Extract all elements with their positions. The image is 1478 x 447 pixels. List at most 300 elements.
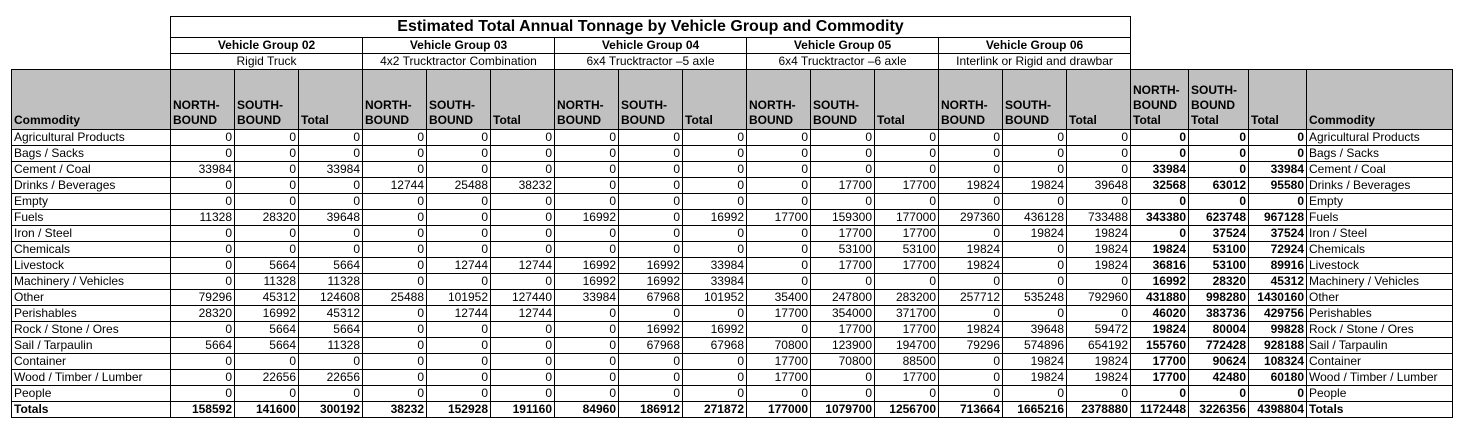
- tonnage-value: 0: [555, 242, 619, 258]
- tonnage-value: 2378880: [1067, 402, 1131, 418]
- tonnage-value: 3226356: [1189, 402, 1249, 418]
- tonnage-value: 177000: [747, 402, 811, 418]
- tonnage-value: 0: [1067, 306, 1131, 322]
- tonnage-value: 0: [747, 322, 811, 338]
- tonnage-value: 33984: [299, 162, 363, 178]
- tonnage-value: 0: [1249, 194, 1307, 210]
- tonnage-value: 19824: [1067, 242, 1131, 258]
- tonnage-value: 0: [619, 210, 683, 226]
- commodity-name-right: Livestock: [1307, 258, 1453, 274]
- vehicle-group-name: Vehicle Group 05: [747, 38, 939, 54]
- tonnage-value: 17700: [1131, 370, 1189, 386]
- tonnage-value: 5664: [235, 258, 299, 274]
- total-header: Total: [683, 70, 747, 130]
- table-row: [12, 354, 1453, 370]
- tonnage-value: 155760: [1131, 338, 1189, 354]
- tonnage-value: 0: [1003, 242, 1067, 258]
- tonnage-value: 177000: [875, 210, 939, 226]
- tonnage-value: 16992: [683, 322, 747, 338]
- tonnage-value: 0: [875, 274, 939, 290]
- vehicle-group-description: Interlink or Rigid and drawbar: [939, 54, 1131, 70]
- tonnage-value: 0: [1189, 130, 1249, 146]
- tonnage-value: 0: [683, 130, 747, 146]
- tonnage-value: 0: [619, 306, 683, 322]
- tonnage-value: 0: [491, 370, 555, 386]
- commodity-header: Commodity: [12, 70, 171, 130]
- tonnage-value: 191160: [491, 402, 555, 418]
- tonnage-value: 12744: [427, 258, 491, 274]
- table-row: [12, 386, 1453, 402]
- total-header: Total: [1067, 70, 1131, 130]
- commodity-name: Empty: [12, 194, 171, 210]
- totals-row: [12, 402, 1453, 418]
- tonnage-value: 0: [427, 274, 491, 290]
- tonnage-value: 45312: [1249, 274, 1307, 290]
- tonnage-value: 90624: [1189, 354, 1249, 370]
- tonnage-value: 0: [1067, 130, 1131, 146]
- tonnage-value: 0: [363, 242, 427, 258]
- tonnage-value: 1256700: [875, 402, 939, 418]
- table-row: [12, 210, 1453, 226]
- tonnage-value: 0: [1003, 386, 1067, 402]
- tonnage-value: 0: [619, 194, 683, 210]
- tonnage-value: 0: [1189, 162, 1249, 178]
- tonnage-value: 0: [1003, 274, 1067, 290]
- tonnage-value: 39648: [299, 210, 363, 226]
- table-row: [12, 338, 1453, 354]
- tonnage-value: 0: [171, 274, 235, 290]
- tonnage-value: 0: [1131, 194, 1189, 210]
- group-subtitle-row: [12, 54, 1453, 70]
- tonnage-value: 39648: [1067, 178, 1131, 194]
- tonnage-value: 0: [555, 194, 619, 210]
- tonnage-value: 84960: [555, 402, 619, 418]
- tonnage-value: 33984: [1249, 162, 1307, 178]
- tonnage-value: 0: [555, 354, 619, 370]
- tonnage-value: 0: [811, 386, 875, 402]
- tonnage-table: [11, 16, 1453, 418]
- tonnage-value: 0: [427, 130, 491, 146]
- tonnage-value: 0: [491, 338, 555, 354]
- tonnage-value: 0: [363, 210, 427, 226]
- northbound-header: NORTH-BOUND: [363, 70, 427, 130]
- tonnage-value: 0: [555, 130, 619, 146]
- commodity-name: Agricultural Products: [12, 130, 171, 146]
- tonnage-value: 17700: [875, 178, 939, 194]
- tonnage-value: 16992: [235, 306, 299, 322]
- tonnage-value: 79296: [939, 338, 1003, 354]
- tonnage-value: 0: [939, 274, 1003, 290]
- table-row: [12, 306, 1453, 322]
- tonnage-value: 53100: [811, 242, 875, 258]
- tonnage-value: 0: [1003, 258, 1067, 274]
- tonnage-value: 0: [299, 178, 363, 194]
- tonnage-value: 141600: [235, 402, 299, 418]
- tonnage-value: 0: [683, 178, 747, 194]
- tonnage-value: 12744: [491, 306, 555, 322]
- tonnage-value: 0: [1067, 162, 1131, 178]
- tonnage-value: 0: [875, 162, 939, 178]
- tonnage-value: 5664: [235, 338, 299, 354]
- tonnage-value: 101952: [427, 290, 491, 306]
- tonnage-value: 0: [171, 194, 235, 210]
- tonnage-value: 12744: [491, 258, 555, 274]
- tonnage-value: 17700: [875, 226, 939, 242]
- tonnage-value: 5664: [299, 322, 363, 338]
- tonnage-value: 0: [1189, 194, 1249, 210]
- tonnage-value: 0: [299, 242, 363, 258]
- tonnage-value: 19824: [939, 178, 1003, 194]
- tonnage-value: 0: [939, 162, 1003, 178]
- tonnage-value: 1172448: [1131, 402, 1189, 418]
- tonnage-value: 0: [363, 146, 427, 162]
- tonnage-value: 0: [875, 386, 939, 402]
- northbound-header: NORTH-BOUND: [939, 70, 1003, 130]
- tonnage-value: 0: [555, 306, 619, 322]
- tonnage-value: 0: [1003, 162, 1067, 178]
- tonnage-value: 127440: [491, 290, 555, 306]
- tonnage-value: 0: [875, 194, 939, 210]
- tonnage-value: 33984: [171, 162, 235, 178]
- vehicle-group-name: Vehicle Group 04: [555, 38, 747, 54]
- tonnage-value: 0: [491, 274, 555, 290]
- tonnage-value: 22656: [235, 370, 299, 386]
- tonnage-value: 0: [235, 194, 299, 210]
- table-row: [12, 146, 1453, 162]
- commodity-header-right: Commodity: [1307, 70, 1453, 130]
- commodity-name: Container: [12, 354, 171, 370]
- tonnage-value: 19824: [939, 242, 1003, 258]
- tonnage-value: 0: [875, 130, 939, 146]
- tonnage-value: 11328: [299, 338, 363, 354]
- tonnage-value: 1079700: [811, 402, 875, 418]
- table-row: [12, 194, 1453, 210]
- commodity-name-right: People: [1307, 386, 1453, 402]
- tonnage-value: 0: [171, 354, 235, 370]
- tonnage-value: 16992: [619, 274, 683, 290]
- commodity-name: Livestock: [12, 258, 171, 274]
- tonnage-value: 19824: [1067, 258, 1131, 274]
- tonnage-value: 67968: [619, 290, 683, 306]
- tonnage-value: 33984: [683, 274, 747, 290]
- table-row: [12, 370, 1453, 386]
- commodity-name-right: Iron / Steel: [1307, 226, 1453, 242]
- tonnage-value: 0: [235, 178, 299, 194]
- tonnage-value: 16992: [619, 322, 683, 338]
- tonnage-value: 16992: [555, 258, 619, 274]
- table-row: [12, 162, 1453, 178]
- tonnage-value: 28320: [235, 210, 299, 226]
- grand-total-header: Total: [1249, 70, 1307, 130]
- southbound-header: SOUTH-BOUND: [427, 70, 491, 130]
- tonnage-value: 0: [1067, 274, 1131, 290]
- tonnage-value: 0: [683, 354, 747, 370]
- tonnage-value: 11328: [235, 274, 299, 290]
- commodity-name-right: Container: [1307, 354, 1453, 370]
- tonnage-value: 0: [491, 354, 555, 370]
- tonnage-value: 0: [1131, 130, 1189, 146]
- commodity-name-right: Wood / Timber / Lumber: [1307, 370, 1453, 386]
- commodity-name-right: Sail / Tarpaulin: [1307, 338, 1453, 354]
- tonnage-value: 0: [939, 226, 1003, 242]
- southbound-header: SOUTH-BOUND: [1003, 70, 1067, 130]
- tonnage-value: 283200: [875, 290, 939, 306]
- tonnage-value: 0: [747, 130, 811, 146]
- tonnage-value: 300192: [299, 402, 363, 418]
- tonnage-value: 0: [683, 370, 747, 386]
- tonnage-value: 0: [299, 226, 363, 242]
- tonnage-value: 0: [171, 130, 235, 146]
- tonnage-value: 159300: [811, 210, 875, 226]
- tonnage-value: 0: [363, 130, 427, 146]
- tonnage-value: 247800: [811, 290, 875, 306]
- tonnage-value: 19824: [939, 322, 1003, 338]
- tonnage-value: 0: [555, 146, 619, 162]
- tonnage-value: 0: [555, 386, 619, 402]
- tonnage-value: 967128: [1249, 210, 1307, 226]
- southbound-header: SOUTH-BOUND: [235, 70, 299, 130]
- tonnage-value: 0: [491, 130, 555, 146]
- tonnage-value: 37524: [1189, 226, 1249, 242]
- commodity-name-right: Chemicals: [1307, 242, 1453, 258]
- tonnage-value: 792960: [1067, 290, 1131, 306]
- tonnage-value: 99828: [1249, 322, 1307, 338]
- tonnage-value: 0: [683, 194, 747, 210]
- tonnage-value: 11328: [299, 274, 363, 290]
- tonnage-value: 5664: [235, 322, 299, 338]
- tonnage-value: 383736: [1189, 306, 1249, 322]
- tonnage-value: 33984: [683, 258, 747, 274]
- commodity-name: Drinks / Beverages: [12, 178, 171, 194]
- tonnage-value: 0: [171, 178, 235, 194]
- tonnage-value: 12744: [363, 178, 427, 194]
- tonnage-value: 0: [747, 146, 811, 162]
- tonnage-value: 1430160: [1249, 290, 1307, 306]
- tonnage-value: 0: [747, 178, 811, 194]
- tonnage-value: 89916: [1249, 258, 1307, 274]
- tonnage-value: 0: [683, 306, 747, 322]
- tonnage-value: 0: [427, 210, 491, 226]
- commodity-name: Wood / Timber / Lumber: [12, 370, 171, 386]
- tonnage-value: 0: [235, 130, 299, 146]
- tonnage-value: 623748: [1189, 210, 1249, 226]
- tonnage-value: 0: [235, 242, 299, 258]
- vehicle-group-name: Vehicle Group 02: [171, 38, 363, 54]
- tonnage-value: 0: [619, 370, 683, 386]
- southbound-total-header: SOUTH-BOUND Total: [1189, 70, 1249, 130]
- commodity-name-right: Fuels: [1307, 210, 1453, 226]
- commodity-name-right: Empty: [1307, 194, 1453, 210]
- tonnage-value: 0: [235, 226, 299, 242]
- tonnage-value: 17700: [747, 370, 811, 386]
- tonnage-value: 0: [299, 146, 363, 162]
- tonnage-value: 16992: [555, 210, 619, 226]
- tonnage-value: 0: [619, 130, 683, 146]
- tonnage-value: 0: [171, 226, 235, 242]
- tonnage-value: 59472: [1067, 322, 1131, 338]
- tonnage-value: 17700: [747, 306, 811, 322]
- tonnage-value: 19824: [1003, 370, 1067, 386]
- commodity-name: Cement / Coal: [12, 162, 171, 178]
- tonnage-value: 0: [619, 354, 683, 370]
- tonnage-value: 0: [491, 146, 555, 162]
- tonnage-value: 80004: [1189, 322, 1249, 338]
- tonnage-value: 17700: [747, 210, 811, 226]
- tonnage-value: 19824: [1067, 226, 1131, 242]
- tonnage-value: 0: [363, 274, 427, 290]
- tonnage-value: 0: [491, 210, 555, 226]
- tonnage-value: 0: [683, 146, 747, 162]
- tonnage-value: 17700: [1131, 354, 1189, 370]
- tonnage-value: 0: [427, 322, 491, 338]
- tonnage-value: 70800: [747, 338, 811, 354]
- tonnage-value: 0: [747, 386, 811, 402]
- tonnage-value: 19824: [1003, 178, 1067, 194]
- tonnage-value: 0: [1249, 386, 1307, 402]
- tonnage-value: 0: [363, 226, 427, 242]
- tonnage-value: 0: [875, 146, 939, 162]
- tonnage-value: 17700: [811, 178, 875, 194]
- tonnage-value: 79296: [171, 290, 235, 306]
- tonnage-value: 297360: [939, 210, 1003, 226]
- tonnage-value: 17700: [875, 322, 939, 338]
- table-row: [12, 178, 1453, 194]
- tonnage-value: 535248: [1003, 290, 1067, 306]
- tonnage-value: 0: [427, 338, 491, 354]
- commodity-name-right: Rock / Stone / Ores: [1307, 322, 1453, 338]
- tonnage-value: 0: [939, 130, 1003, 146]
- vehicle-group-description: 6x4 Trucktractor –6 axle: [747, 54, 939, 70]
- tonnage-value: 0: [619, 242, 683, 258]
- tonnage-value: 0: [363, 258, 427, 274]
- tonnage-value: 0: [939, 386, 1003, 402]
- tonnage-value: 17700: [811, 226, 875, 242]
- northbound-header: NORTH-BOUND: [747, 70, 811, 130]
- tonnage-value: 0: [299, 194, 363, 210]
- group-row: [12, 38, 1453, 54]
- tonnage-value: 0: [427, 386, 491, 402]
- tonnage-value: 16992: [555, 274, 619, 290]
- tonnage-value: 0: [555, 178, 619, 194]
- tonnage-value: 0: [171, 258, 235, 274]
- tonnage-value: 0: [299, 130, 363, 146]
- tonnage-value: 0: [1003, 130, 1067, 146]
- tonnage-value: 19824: [1067, 354, 1131, 370]
- tonnage-value: 0: [427, 194, 491, 210]
- tonnage-value: 0: [235, 354, 299, 370]
- commodity-name: Other: [12, 290, 171, 306]
- vehicle-group-description: 6x4 Trucktractor –5 axle: [555, 54, 747, 70]
- tonnage-value: 0: [363, 306, 427, 322]
- tonnage-value: 0: [171, 242, 235, 258]
- tonnage-value: 257712: [939, 290, 1003, 306]
- table-row: [12, 130, 1453, 146]
- tonnage-value: 33984: [555, 290, 619, 306]
- vehicle-group-description: 4x2 Trucktractor Combination: [363, 54, 555, 70]
- tonnage-value: 108324: [1249, 354, 1307, 370]
- tonnage-value: 72924: [1249, 242, 1307, 258]
- tonnage-value: 25488: [427, 178, 491, 194]
- tonnage-value: 22656: [299, 370, 363, 386]
- tonnage-value: 0: [1131, 226, 1189, 242]
- tonnage-value: 0: [363, 162, 427, 178]
- tonnage-value: 19824: [1131, 242, 1189, 258]
- tonnage-value: 0: [491, 322, 555, 338]
- tonnage-value: 45312: [299, 306, 363, 322]
- tonnage-value: 33984: [1131, 162, 1189, 178]
- tonnage-value: 0: [747, 162, 811, 178]
- tonnage-value: 0: [939, 306, 1003, 322]
- commodity-name: Totals: [12, 402, 171, 418]
- tonnage-value: 0: [1003, 146, 1067, 162]
- northbound-total-header: NORTH-BOUND Total: [1131, 70, 1189, 130]
- tonnage-value: 70800: [811, 354, 875, 370]
- tonnage-value: 17700: [811, 258, 875, 274]
- tonnage-value: 45312: [235, 290, 299, 306]
- tonnage-value: 67968: [619, 338, 683, 354]
- tonnage-value: 0: [171, 146, 235, 162]
- tonnage-value: 0: [491, 242, 555, 258]
- tonnage-value: 0: [555, 370, 619, 386]
- tonnage-value: 38232: [363, 402, 427, 418]
- commodity-name-right: Other: [1307, 290, 1453, 306]
- commodity-name: Chemicals: [12, 242, 171, 258]
- tonnage-value: 0: [363, 370, 427, 386]
- tonnage-value: 0: [1003, 194, 1067, 210]
- tonnage-value: 152928: [427, 402, 491, 418]
- northbound-header: NORTH-BOUND: [171, 70, 235, 130]
- tonnage-value: 0: [427, 242, 491, 258]
- tonnage-value: 67968: [683, 338, 747, 354]
- commodity-name-right: Drinks / Beverages: [1307, 178, 1453, 194]
- vehicle-group-description: Rigid Truck: [171, 54, 363, 70]
- tonnage-value: 0: [171, 386, 235, 402]
- tonnage-value: 0: [683, 226, 747, 242]
- tonnage-value: 37524: [1249, 226, 1307, 242]
- tonnage-value: 733488: [1067, 210, 1131, 226]
- commodity-name: Fuels: [12, 210, 171, 226]
- commodity-name: Perishables: [12, 306, 171, 322]
- tonnage-value: 0: [427, 226, 491, 242]
- tonnage-value: 19824: [1067, 370, 1131, 386]
- tonnage-value: 53100: [1189, 242, 1249, 258]
- table-row: [12, 226, 1453, 242]
- tonnage-value: 32568: [1131, 178, 1189, 194]
- tonnage-value: 0: [555, 226, 619, 242]
- tonnage-value: 431880: [1131, 290, 1189, 306]
- tonnage-value: 28320: [171, 306, 235, 322]
- tonnage-value: 0: [1131, 146, 1189, 162]
- tonnage-value: 95580: [1249, 178, 1307, 194]
- tonnage-value: 0: [683, 386, 747, 402]
- tonnage-value: 12744: [427, 306, 491, 322]
- tonnage-value: 0: [1067, 194, 1131, 210]
- tonnage-value: 0: [811, 370, 875, 386]
- tonnage-value: 271872: [683, 402, 747, 418]
- tonnage-value: 0: [363, 194, 427, 210]
- tonnage-value: 63012: [1189, 178, 1249, 194]
- tonnage-value: 713664: [939, 402, 1003, 418]
- tonnage-value: 371700: [875, 306, 939, 322]
- tonnage-value: 0: [683, 162, 747, 178]
- commodity-name: Iron / Steel: [12, 226, 171, 242]
- commodity-name-right: Perishables: [1307, 306, 1453, 322]
- tonnage-value: 0: [427, 146, 491, 162]
- commodity-name-right: Totals: [1307, 402, 1453, 418]
- commodity-name-right: Cement / Coal: [1307, 162, 1453, 178]
- tonnage-value: 0: [747, 226, 811, 242]
- vehicle-group-name: Vehicle Group 06: [939, 38, 1131, 54]
